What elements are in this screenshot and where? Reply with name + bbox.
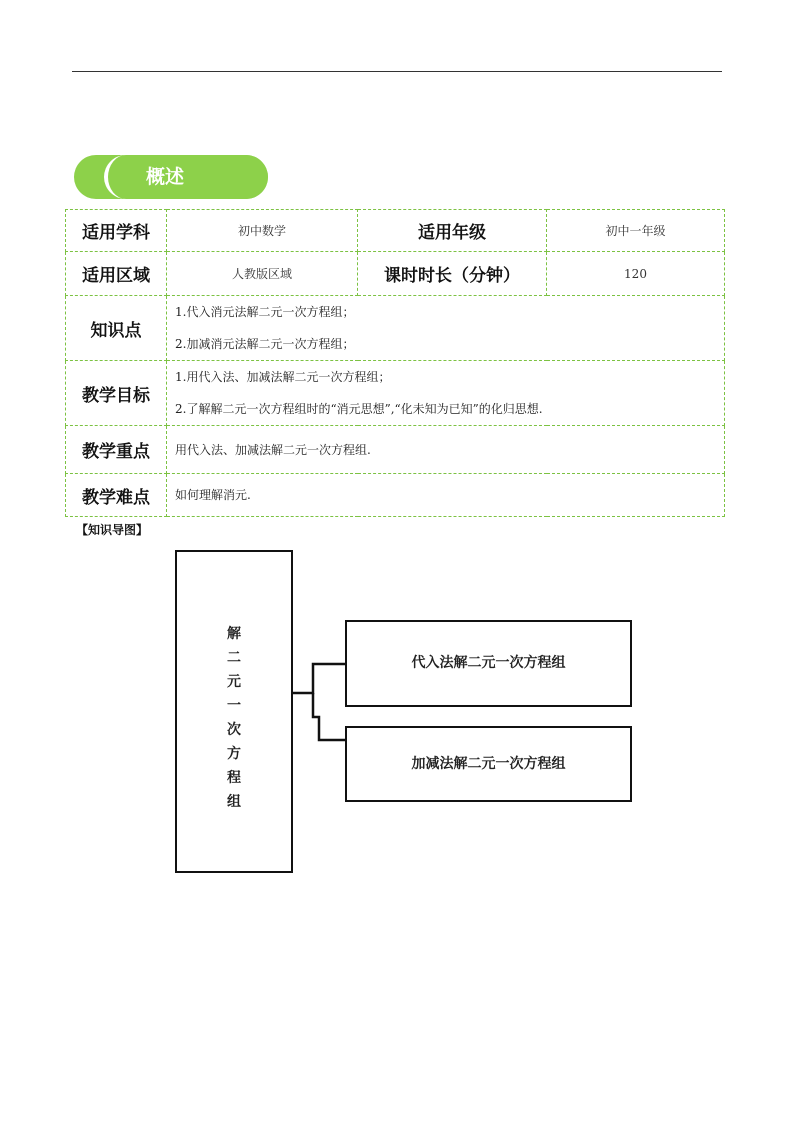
region-value: 人教版区域: [167, 252, 358, 296]
mind-map-connector: [293, 660, 347, 744]
knowledge-label: 知识点: [66, 296, 167, 361]
knowledge-item: 2.加减消元法解二元一次方程组；: [175, 337, 355, 351]
region-label: 适用区域: [66, 252, 167, 296]
mind-map-root-node: [175, 550, 293, 873]
table-row: [66, 426, 725, 474]
knowledge-content: [167, 296, 725, 361]
root-char: 二: [227, 650, 241, 666]
goals-label: 教学目标: [66, 361, 167, 426]
difficulty-value: 如何理解消元.: [167, 474, 725, 517]
subject-label: 适用学科: [66, 210, 167, 252]
grade-label: 适用年级: [358, 210, 547, 252]
table-row: [66, 296, 725, 361]
root-char: 方: [227, 746, 241, 762]
goals-content: [167, 361, 725, 426]
duration-value: 120: [547, 252, 725, 296]
mind-map-branch-elimination: 加减法解二元一次方程组: [345, 726, 632, 802]
section-title: 概述: [146, 166, 185, 188]
root-node-text: [177, 622, 291, 814]
root-char: 次: [227, 722, 241, 738]
table-row: [66, 210, 725, 252]
key-point-value: 用代入法、加减法解二元一次方程组.: [167, 426, 725, 474]
goal-item: 1.用代入法、加减法解二元一次方程组；: [175, 370, 391, 384]
root-char: 元: [227, 674, 241, 690]
duration-label: 课时时长（分钟）: [358, 252, 547, 296]
table-row: [66, 252, 725, 296]
root-char: 程: [227, 770, 241, 786]
course-info-table: [65, 209, 725, 517]
table-row: [66, 474, 725, 517]
root-char: 解: [227, 626, 241, 642]
table-row: [66, 361, 725, 426]
mind-map-branch-substitution: 代入法解二元一次方程组: [345, 620, 632, 707]
mind-map-title: 【知识导图】: [76, 523, 149, 537]
subject-value: 初中数学: [167, 210, 358, 252]
grade-value: 初中一年级: [547, 210, 725, 252]
header-rule: [72, 71, 722, 72]
difficulty-label: 教学难点: [66, 474, 167, 517]
root-char: 一: [227, 698, 241, 714]
root-char: 组: [227, 794, 241, 810]
knowledge-item: 1.代入消元法解二元一次方程组；: [175, 305, 355, 319]
goal-item: 2.了解解二元一次方程组时的“消元思想”,“化未知为已知”的化归思想.: [175, 402, 543, 416]
section-pill-foreground: [104, 155, 268, 199]
key-point-label: 教学重点: [66, 426, 167, 474]
